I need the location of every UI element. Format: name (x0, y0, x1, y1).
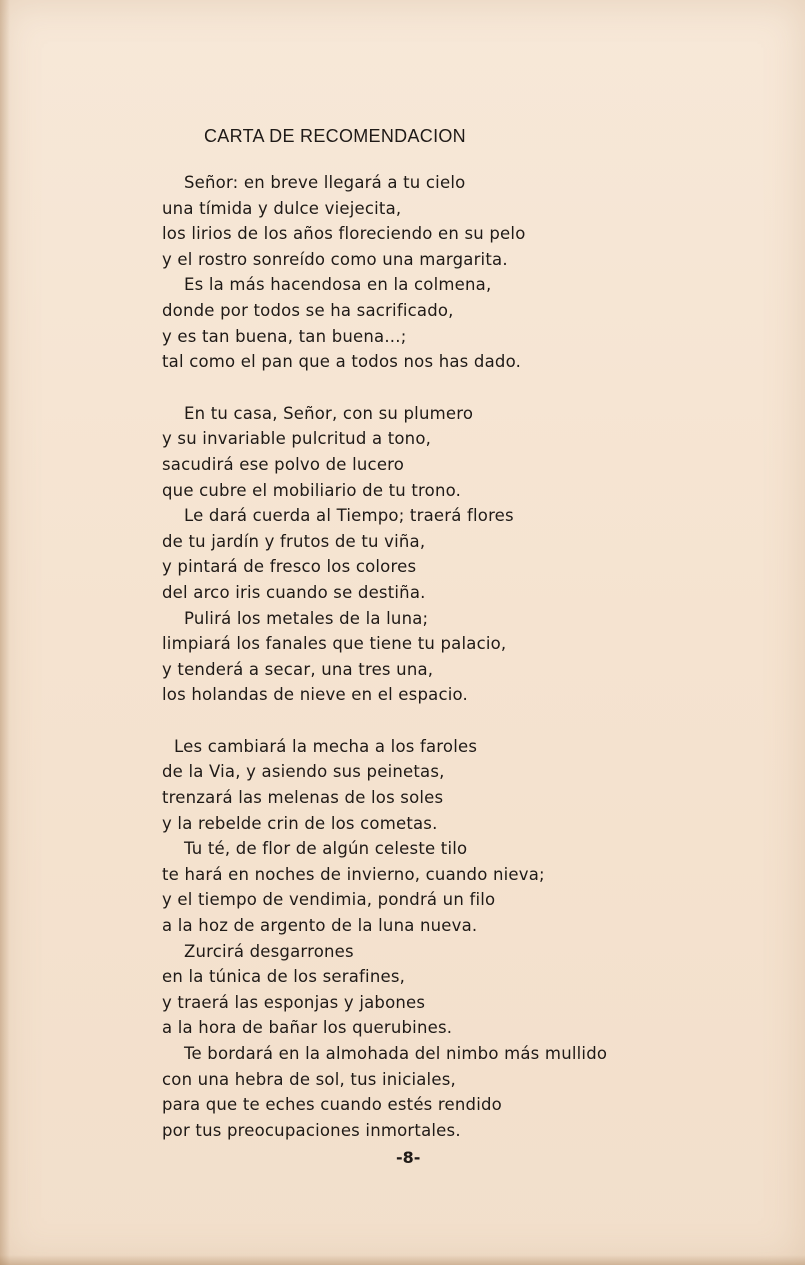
poem-line: Zurcirá desgarrones (184, 941, 354, 961)
poem-line: los lirios de los años floreciendo en su pelo (162, 224, 526, 244)
poem-line: y su invariable pulcritud a tono, (162, 429, 432, 449)
poem-line: trenzará las melenas de los soles (162, 788, 444, 808)
poem-line: donde por todos se ha sacrificado, (162, 300, 454, 320)
poem-line: del arco iris cuando se destiña. (162, 582, 426, 602)
poem-body (162, 170, 607, 1143)
poem-line: a la hoz de argento de la luna nueva. (162, 916, 478, 936)
poem-line: y el tiempo de vendimia, pondrá un filo (162, 890, 496, 910)
poem-line: limpiará los fanales que tiene tu palacio, (162, 634, 507, 654)
poem-line: y la rebelde crin de los cometas. (162, 813, 438, 833)
poem-title: CARTA DE RECOMENDACION (204, 126, 466, 146)
poem-line: y es tan buena, tan buena...; (162, 326, 407, 346)
poem-line: Les cambiará la mecha a los faroles (174, 736, 478, 756)
poem-line: a la hora de bañar los querubines. (162, 1018, 453, 1038)
page-number: -8- (396, 1148, 421, 1167)
poem-line: En tu casa, Señor, con su plumero (184, 403, 474, 423)
poem-line: con una hebra de sol, tus iniciales, (162, 1069, 456, 1089)
poem-line: en la túnica de los serafines, (162, 967, 406, 987)
poem-line: sacudirá ese polvo de lucero (162, 454, 405, 474)
poem-line: y tenderá a secar, una tres una, (162, 659, 434, 679)
poem-line: que cubre el mobiliario de tu trono. (162, 480, 462, 500)
stanza-gap (162, 375, 607, 401)
poem-line: te hará en noches de invierno, cuando nieva; (162, 864, 545, 884)
stanza-2 (162, 401, 607, 708)
poem-line: los holandas de nieve en el espacio. (162, 685, 468, 705)
poem-line: una tímida y dulce viejecita, (162, 198, 402, 218)
poem-line: por tus preocupaciones inmortales. (162, 1120, 461, 1140)
poem-line: Es la más hacendosa en la colmena, (184, 275, 492, 295)
poem-line: y el rostro sonreído como una margarita. (162, 249, 508, 269)
poem-line: de la Via, y asiendo sus peinetas, (162, 762, 445, 782)
stanza-3 (162, 734, 607, 1144)
poem-line: para que te eches cuando estés rendido (162, 1095, 502, 1115)
poem-line: Tu té, de flor de algún celeste tilo (184, 839, 468, 859)
stanza-gap (162, 708, 607, 734)
poem-line: tal como el pan que a todos nos has dado. (162, 352, 522, 372)
poem-line: Te bordará en la almohada del nimbo más mullido (184, 1044, 608, 1063)
poem-line: Le dará cuerda al Tiempo; traerá flores (184, 506, 514, 526)
poem-line: Pulirá los metales de la luna; (184, 608, 429, 628)
stanza-1 (162, 170, 607, 375)
poem-line: y pintará de fresco los colores (162, 557, 417, 577)
poem-line: y traerá las esponjas y jabones (162, 992, 426, 1012)
poem-line: Señor: en breve llegará a tu cielo (184, 173, 466, 192)
poem-line: de tu jardín y frutos de tu viña, (162, 531, 426, 551)
